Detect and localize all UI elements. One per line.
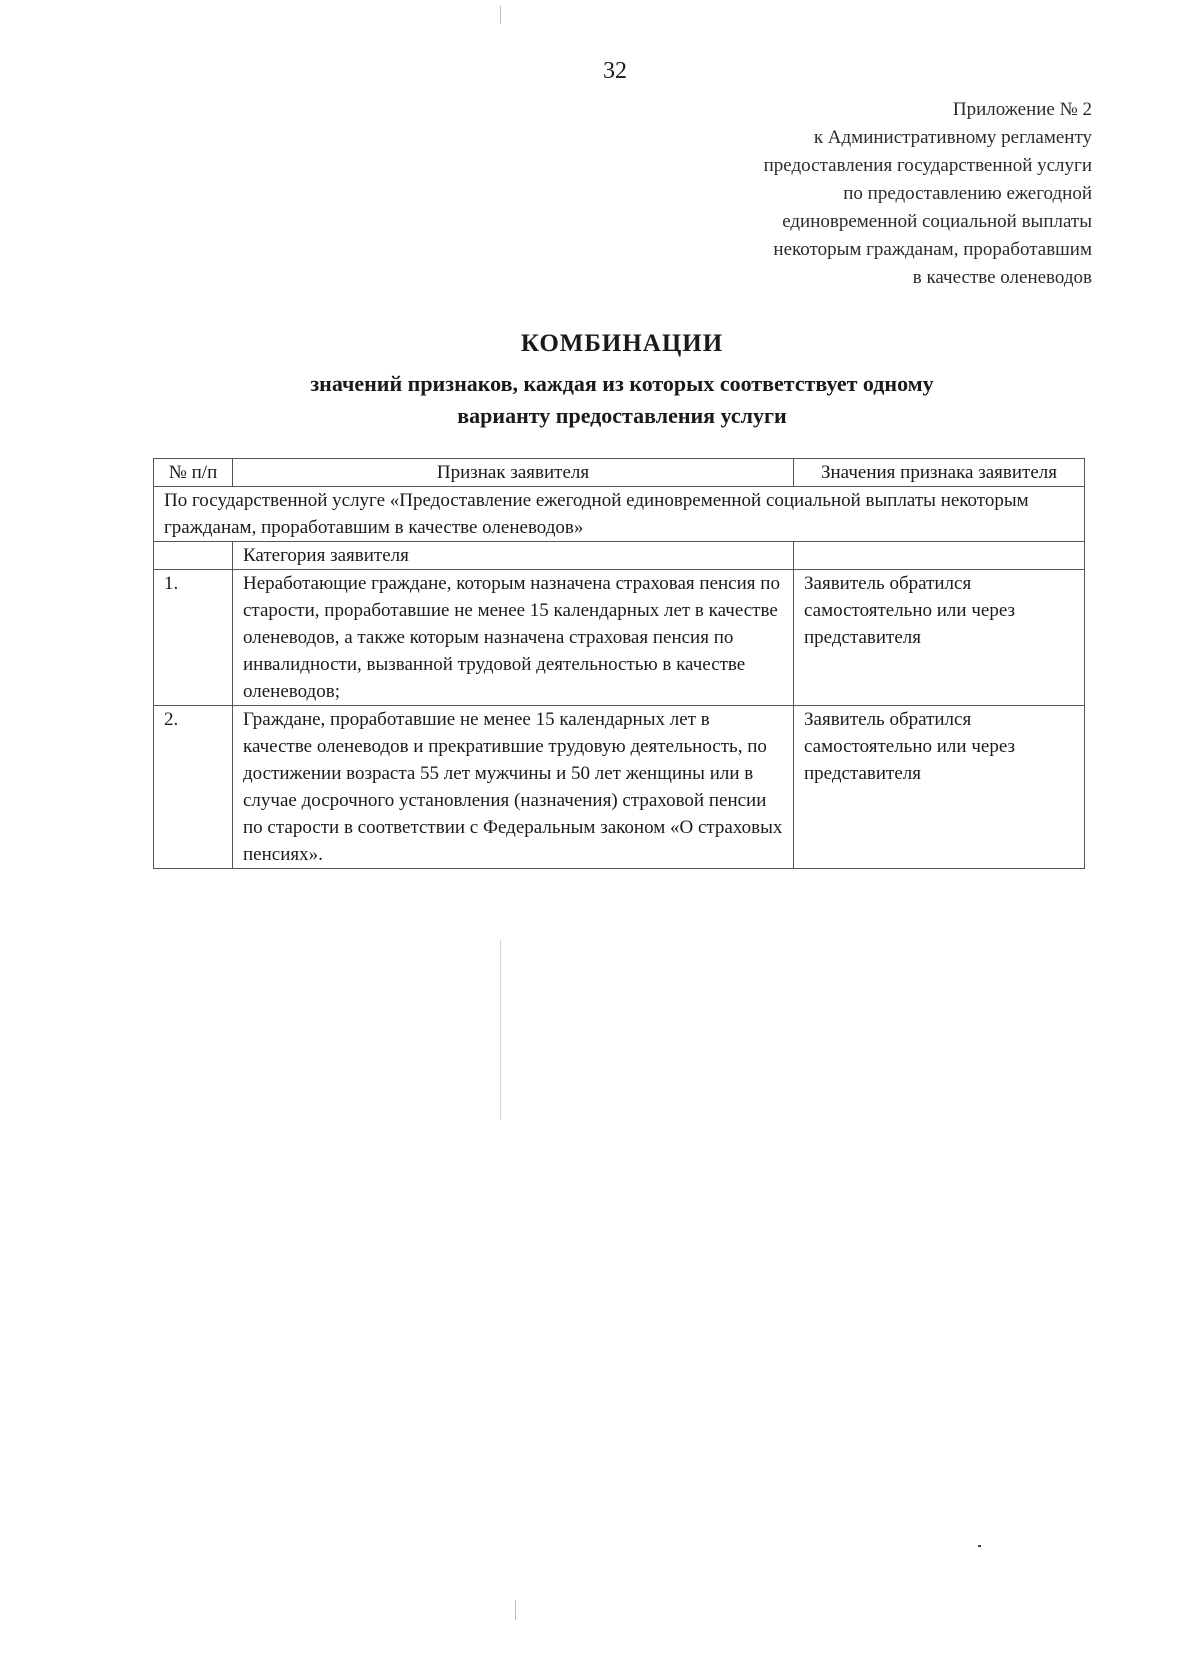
page-number: 32: [603, 58, 627, 84]
document-subtitle: [0, 368, 1200, 432]
table-row: [154, 706, 1085, 869]
row-attribute: Граждане, проработавшие не менее 15 календарных лет в качестве оленеводов и прекратившие трудовую деятельность, по достижении возраста 55 лет мужчины и 50 лет женщины или в случае досрочного установления (назначения) страховой пенсии по старости в соответствии с Федеральным законом «О страховых пенсиях».: [233, 706, 794, 869]
row-value: Заявитель обратился самостоятельно или через представителя: [794, 570, 1085, 706]
category-label: Категория заявителя: [233, 542, 794, 570]
row-num: 2.: [154, 706, 233, 869]
appendix-block: [572, 96, 1092, 292]
scan-artifact-middle: [500, 940, 501, 1120]
appendix-line: некоторым гражданам, проработавшим: [773, 239, 1092, 260]
subtitle-line: значений признаков, каждая из которых соответствует одному: [310, 371, 934, 396]
header-value: Значения признака заявителя: [794, 459, 1085, 487]
combinations-table: [153, 458, 1085, 869]
subtitle-line: варианту предоставления услуги: [457, 403, 787, 428]
appendix-line: в качестве оленеводов: [912, 267, 1092, 288]
scan-speck: [978, 1545, 981, 1547]
appendix-line: к Административному регламенту: [813, 127, 1092, 148]
appendix-line: по предоставлению ежегодной: [843, 183, 1092, 204]
row-attribute: Неработающие граждане, которым назначена страховая пенсия по старости, проработавшие не менее 15 календарных лет в качестве оленеводов, а также которым назначена страховая пенсия по инвалидности, вызванной трудовой деятельностью в качестве оленеводов;: [233, 570, 794, 706]
row-value: Заявитель обратился самостоятельно или через представителя: [794, 706, 1085, 869]
service-name: По государственной услуге «Предоставление ежегодной единовременной социальной выплаты некоторым гражданам, проработавшим в качестве оленеводов»: [154, 487, 1085, 542]
document-title: КОМБИНАЦИИ: [520, 330, 724, 357]
appendix-line: предоставления государственной услуги: [763, 155, 1092, 176]
category-row: [154, 542, 1085, 570]
header-attribute: Признак заявителя: [233, 459, 794, 487]
scan-artifact-bottom: [515, 1600, 516, 1620]
appendix-line: единовременной социальной выплаты: [782, 211, 1092, 232]
appendix-line: Приложение № 2: [952, 99, 1092, 120]
category-value-empty: [794, 542, 1085, 570]
row-num: 1.: [154, 570, 233, 706]
header-num: № п/п: [154, 459, 233, 487]
category-num-empty: [154, 542, 233, 570]
service-row: [154, 487, 1085, 542]
table-row: [154, 570, 1085, 706]
table-header-row: [154, 459, 1085, 487]
scan-artifact-top: [500, 6, 501, 24]
